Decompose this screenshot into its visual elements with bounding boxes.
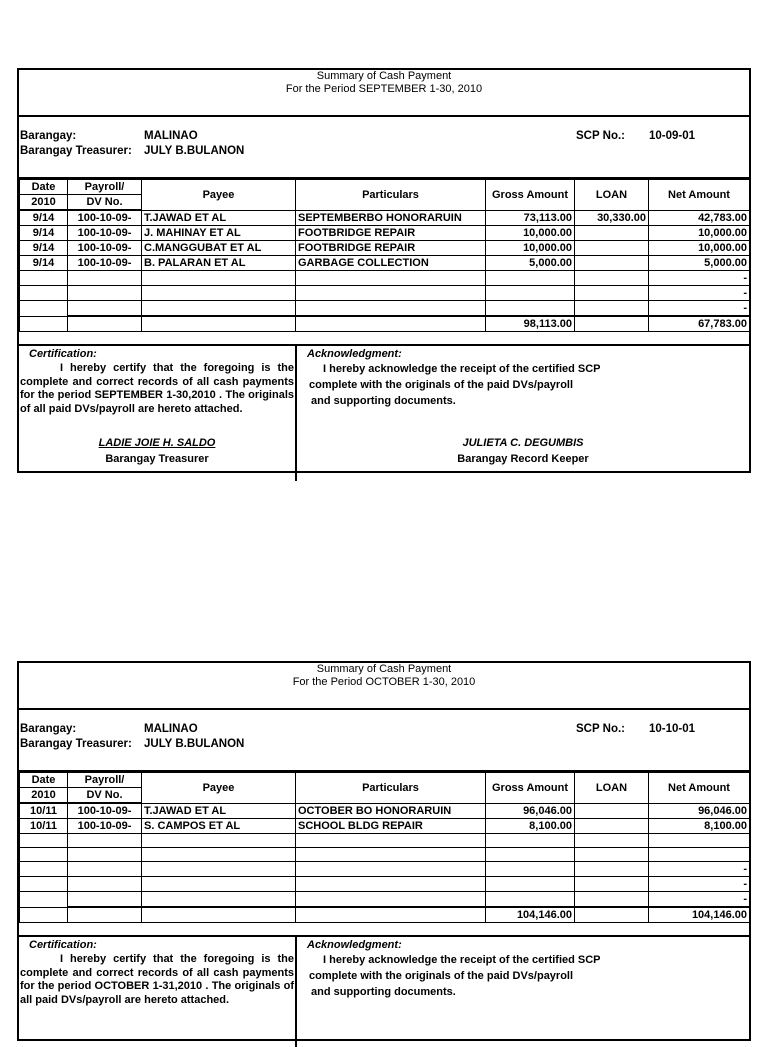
form-info: [19, 710, 749, 772]
cell-particulars: OCTOBER BO HONORARUIN: [296, 803, 486, 819]
cell-date: [20, 834, 68, 848]
cell-particulars: [296, 301, 486, 317]
totals-row: [20, 907, 750, 923]
col-dv-header: DV No.: [68, 195, 142, 211]
cell-payee: [142, 271, 296, 286]
cell-net: 42,783.00: [649, 210, 750, 226]
treasurer-value: JULY B.BULANON: [144, 738, 245, 750]
col-loan-header: LOAN: [575, 180, 649, 211]
cell-payee: C.MANGGUBAT ET AL: [142, 241, 296, 256]
barangay-label: Barangay:: [20, 130, 77, 142]
cell-gross: [486, 848, 575, 862]
cell-dv: 100-10-09-: [68, 210, 142, 226]
col-payee-header: Payee: [142, 773, 296, 804]
treasurer-signature-name: LADIE JOIE H. SALDO: [98, 437, 216, 449]
form-period: For the Period OCTOBER 1-30, 2010: [292, 676, 476, 688]
cell-dv: [68, 907, 142, 923]
cell-payee: B. PALARAN ET AL: [142, 256, 296, 271]
cell-payee: T.JAWAD ET AL: [142, 210, 296, 226]
cell-particulars: [296, 848, 486, 862]
cell-net: -: [649, 892, 750, 908]
record-keeper-role: Barangay Record Keeper: [457, 453, 589, 465]
cell-net: 8,100.00: [649, 819, 750, 834]
treasurer-label: Barangay Treasurer:: [20, 738, 132, 750]
scp-form-september: [17, 68, 751, 473]
form-period: For the Period SEPTEMBER 1-30, 2010: [285, 83, 483, 95]
cell-particulars: SCHOOL BLDG REPAIR: [296, 819, 486, 834]
cell-loan: 30,330.00: [575, 210, 649, 226]
cell-date: [20, 862, 68, 877]
cell-dv: 100-10-09-: [68, 803, 142, 819]
cell-date: [20, 271, 68, 286]
cell-date: 9/14: [20, 226, 68, 241]
col-payroll-header: Payroll/: [68, 180, 142, 195]
cell-payee: [142, 862, 296, 877]
total-net: 104,146.00: [649, 907, 750, 923]
cell-payee: J. MAHINAY ET AL: [142, 226, 296, 241]
record-keeper-signature-name: JULIETA C. DEGUMBIS: [462, 437, 584, 449]
cell-particulars: [296, 316, 486, 332]
cell-gross: 5,000.00: [486, 256, 575, 271]
cell-gross: [486, 271, 575, 286]
table-row: [20, 834, 750, 848]
form-title-block: [19, 663, 749, 710]
cell-dv: [68, 301, 142, 317]
scp-label: SCP No.:: [576, 130, 625, 142]
acknowledgment-heading: Acknowledgment:: [307, 348, 402, 360]
acknowledgment-line-2: complete with the originals of the paid DVs/payroll: [309, 970, 574, 982]
cell-loan: [575, 226, 649, 241]
col-net-header: Net Amount: [649, 773, 750, 804]
col-date-header: Date: [20, 180, 68, 195]
cell-particulars: [296, 862, 486, 877]
cell-gross: 96,046.00: [486, 803, 575, 819]
table-row: [20, 301, 750, 317]
cell-net: 96,046.00: [649, 803, 750, 819]
cell-dv: [68, 862, 142, 877]
cell-particulars: [296, 271, 486, 286]
cell-dv: 100-10-09-: [68, 819, 142, 834]
table-row: [20, 256, 750, 271]
cell-dv: [68, 286, 142, 301]
certification-section: [19, 935, 749, 1047]
col-dv-header: DV No.: [68, 788, 142, 804]
scp-label: SCP No.:: [576, 723, 625, 735]
barangay-value: MALINAO: [144, 723, 198, 735]
cell-net: -: [649, 271, 750, 286]
scp-number: 10-10-01: [649, 723, 696, 735]
table-row: [20, 819, 750, 834]
payments-table: [19, 179, 750, 332]
cell-payee: [142, 907, 296, 923]
col-gross-header: Gross Amount: [486, 773, 575, 804]
cell-dv: [68, 271, 142, 286]
cell-payee: [142, 301, 296, 317]
cell-dv: 100-10-09-: [68, 256, 142, 271]
cell-loan: [575, 892, 649, 908]
cell-date: 9/14: [20, 210, 68, 226]
form-title-block: [19, 70, 749, 117]
cell-date: [20, 877, 68, 892]
treasurer-role: Barangay Treasurer: [105, 453, 209, 465]
acknowledgment-line-2: complete with the originals of the paid DVs/payroll: [309, 379, 574, 391]
cell-particulars: FOOTBRIDGE REPAIR: [296, 241, 486, 256]
payments-table: [19, 772, 750, 923]
form-title: Summary of Cash Payment: [316, 663, 452, 675]
cell-loan: [575, 271, 649, 286]
cell-net: -: [649, 286, 750, 301]
cell-loan: [575, 286, 649, 301]
cell-payee: [142, 848, 296, 862]
cell-loan: [575, 803, 649, 819]
cell-dv: [68, 316, 142, 332]
cell-dv: [68, 892, 142, 908]
cell-particulars: [296, 907, 486, 923]
cell-net: [649, 834, 750, 848]
table-row: [20, 241, 750, 256]
col-date-year: 2010: [20, 195, 68, 211]
cell-particulars: [296, 877, 486, 892]
treasurer-label: Barangay Treasurer:: [20, 145, 132, 157]
cell-particulars: [296, 834, 486, 848]
table-row: [20, 862, 750, 877]
treasurer-value: JULY B.BULANON: [144, 145, 245, 157]
certification-text: I hereby certify that the foregoing is the complete and correct records of all cash payments for the period SEPTEMBER 1-30,2010 . The originals of all paid DVs/payroll are hereto attached.: [20, 362, 294, 415]
certification-heading: Certification:: [29, 348, 97, 360]
totals-row: [20, 316, 750, 332]
cell-loan: [575, 819, 649, 834]
col-payroll-header: Payroll/: [68, 773, 142, 788]
cell-net: 10,000.00: [649, 226, 750, 241]
cell-gross: 10,000.00: [486, 226, 575, 241]
total-gross: 104,146.00: [486, 907, 575, 923]
acknowledgment-heading: Acknowledgment:: [307, 939, 402, 951]
col-date-header: Date: [20, 773, 68, 788]
cell-dv: [68, 848, 142, 862]
cell-loan: [575, 256, 649, 271]
cell-gross: 73,113.00: [486, 210, 575, 226]
col-gross-header: Gross Amount: [486, 180, 575, 211]
cell-net: -: [649, 301, 750, 317]
cell-gross: [486, 286, 575, 301]
cell-loan: [575, 862, 649, 877]
cell-dv: 100-10-09-: [68, 226, 142, 241]
form-title: Summary of Cash Payment: [316, 70, 452, 82]
cell-net: 10,000.00: [649, 241, 750, 256]
table-row: [20, 877, 750, 892]
scp-form-october: [17, 661, 751, 1041]
total-net: 67,783.00: [649, 316, 750, 332]
cell-gross: [486, 301, 575, 317]
form-info: [19, 117, 749, 179]
acknowledgment-line-1: I hereby acknowledge the receipt of the certified SCP: [323, 954, 601, 966]
acknowledgment-block: [297, 346, 749, 481]
cell-gross: [486, 862, 575, 877]
cell-gross: [486, 877, 575, 892]
cell-loan: [575, 241, 649, 256]
cell-payee: S. CAMPOS ET AL: [142, 819, 296, 834]
table-row: [20, 226, 750, 241]
cell-payee: T.JAWAD ET AL: [142, 803, 296, 819]
col-particulars-header: Particulars: [296, 773, 486, 804]
certification-text: I hereby certify that the foregoing is the complete and correct records of all cash payments for the period OCTOBER 1-31,2010 . The originals of all paid DVs/payroll are hereto attached.: [20, 953, 294, 1006]
certification-heading: Certification:: [29, 939, 97, 951]
cell-net: -: [649, 862, 750, 877]
cell-gross: 8,100.00: [486, 819, 575, 834]
cell-particulars: SEPTEMBERBO HONORARUIN: [296, 210, 486, 226]
cell-gross: [486, 892, 575, 908]
cell-loan: [575, 877, 649, 892]
total-loan: [575, 316, 649, 332]
acknowledgment-block: [297, 937, 749, 1047]
certification-section: [19, 344, 749, 481]
cell-date: [20, 301, 68, 317]
cell-payee: [142, 316, 296, 332]
cell-particulars: [296, 892, 486, 908]
cell-particulars: [296, 286, 486, 301]
cell-payee: [142, 892, 296, 908]
acknowledgment-line-1: I hereby acknowledge the receipt of the certified SCP: [323, 363, 601, 375]
cell-net: 5,000.00: [649, 256, 750, 271]
acknowledgment-line-3: and supporting documents.: [311, 395, 456, 407]
table-row: [20, 271, 750, 286]
cell-date: 9/14: [20, 256, 68, 271]
col-loan-header: LOAN: [575, 773, 649, 804]
cell-date: 9/14: [20, 241, 68, 256]
cell-gross: [486, 834, 575, 848]
table-row: [20, 210, 750, 226]
cell-payee: [142, 286, 296, 301]
col-payee-header: Payee: [142, 180, 296, 211]
cell-dv: [68, 834, 142, 848]
certification-block: [19, 937, 297, 1047]
col-date-year: 2010: [20, 788, 68, 804]
cell-dv: 100-10-09-: [68, 241, 142, 256]
cell-net: [649, 848, 750, 862]
total-loan: [575, 907, 649, 923]
cell-net: -: [649, 877, 750, 892]
cell-date: 10/11: [20, 803, 68, 819]
scp-number: 10-09-01: [649, 130, 696, 142]
cell-date: 10/11: [20, 819, 68, 834]
table-row: [20, 892, 750, 908]
cell-payee: [142, 877, 296, 892]
cell-particulars: FOOTBRIDGE REPAIR: [296, 226, 486, 241]
cell-dv: [68, 877, 142, 892]
barangay-value: MALINAO: [144, 130, 198, 142]
cell-loan: [575, 301, 649, 317]
col-particulars-header: Particulars: [296, 180, 486, 211]
cell-particulars: GARBAGE COLLECTION: [296, 256, 486, 271]
table-row: [20, 848, 750, 862]
cell-date: [20, 316, 68, 332]
acknowledgment-line-3: and supporting documents.: [311, 986, 456, 998]
cell-date: [20, 892, 68, 908]
cell-gross: 10,000.00: [486, 241, 575, 256]
table-row: [20, 286, 750, 301]
total-gross: 98,113.00: [486, 316, 575, 332]
col-net-header: Net Amount: [649, 180, 750, 211]
cell-payee: [142, 834, 296, 848]
cell-loan: [575, 834, 649, 848]
cell-date: [20, 907, 68, 923]
barangay-label: Barangay:: [20, 723, 77, 735]
cell-date: [20, 848, 68, 862]
certification-block: [19, 346, 297, 481]
table-row: [20, 803, 750, 819]
cell-loan: [575, 848, 649, 862]
cell-date: [20, 286, 68, 301]
